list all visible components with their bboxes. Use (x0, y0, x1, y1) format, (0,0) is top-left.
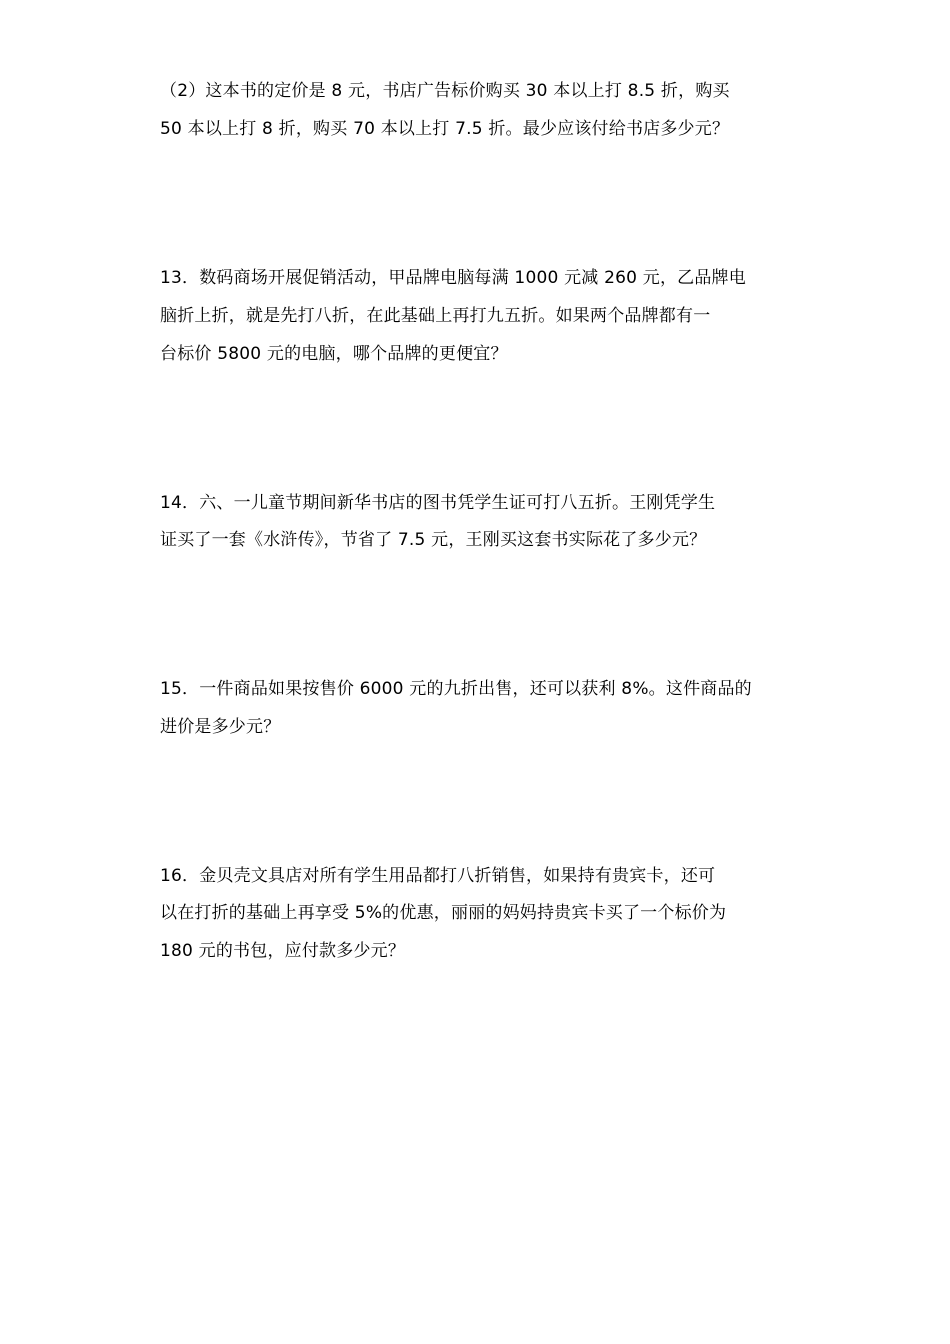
problem-text-line: 50 本以上打 8 折，购买 70 本以上打 7.5 折。最少应该付给书店多少元？ (160, 119, 730, 139)
problem-text-line: 16．金贝壳文具店对所有学生用品都打八折销售，如果持有贵宾卡，还可 (160, 866, 716, 886)
problem-text-line: 以在打折的基础上再享受 5%的优惠，丽丽的妈妈持贵宾卡买了一个标价为 (160, 903, 727, 923)
problem-text-line: （2）这本书的定价是 8 元，书店广告标价购买 30 本以上打 8.5 折，购买 (160, 81, 730, 101)
problem-text-line: 脑折上折，就是先打八折，在此基础上再打九五折。如果两个品牌都有一 (160, 306, 711, 326)
problem-text-line: 台标价 5800 元的电脑，哪个品牌的更便宜？ (160, 344, 508, 364)
problem-text-line: 13．数码商场开展促销活动，甲品牌电脑每满 1000 元减 260 元，乙品牌电 (160, 268, 746, 288)
problem-text-line: 15．一件商品如果按售价 6000 元的九折出售，还可以获利 8%。这件商品的 (160, 679, 752, 699)
problem-text-line: 进价是多少元？ (160, 717, 281, 737)
problem-text-line: 14．六、一儿童节期间新华书店的图书凭学生证可打八五折。王刚凭学生 (160, 493, 716, 513)
problem-text-line: 180 元的书包，应付款多少元？ (160, 941, 406, 961)
problem-text-line: 证买了一套《水浒传》，节省了 7.5 元，王刚买这套书实际花了多少元？ (160, 530, 707, 550)
